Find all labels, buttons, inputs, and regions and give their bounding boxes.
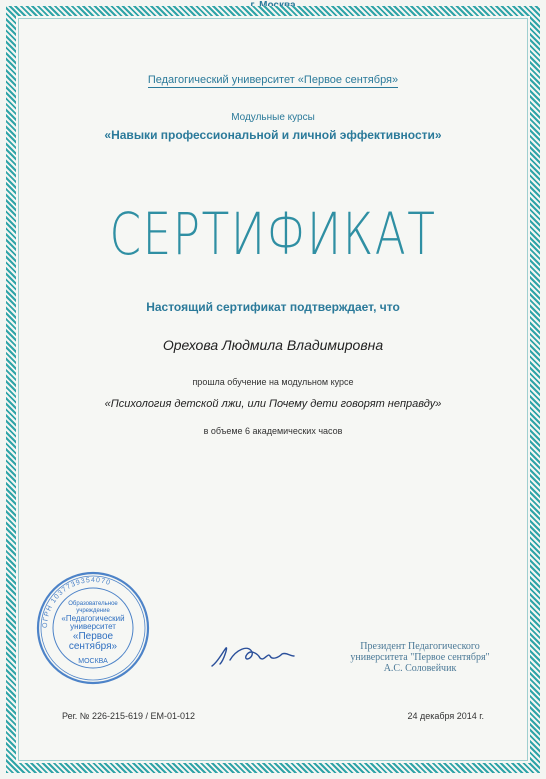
president-name: А.С. Соловейчик [383,663,457,674]
president-title-line-2: университета "Первое сентября" [350,652,490,663]
stamp-city: МОСКВА [78,658,108,665]
stamp-line-2: учреждение [76,608,110,614]
hours-text: в объеме 6 академических часов [203,426,343,436]
stamp-line-3: «Педагогический [61,614,125,623]
university-line-text: Педагогический университет «Первое сентября» [147,74,399,86]
certificate-title: СЕРТИФИКАТ [109,200,437,268]
course-name: «Психология детской лжи, или Почему дети говорят неправду» [104,398,442,410]
stamp-line-6: сентября» [68,641,118,652]
registration-number: Рег. № 226-215-619 / ЕМ-01-012 [62,711,196,721]
issue-date: 24 декабря 2014 г. [407,711,484,721]
university-line [0,74,546,86]
university-stamp-seal [36,571,150,685]
president-signature [208,638,298,672]
trained-text: прошла обучение на модульном курсе [192,377,354,387]
stamp-ring-text: ОГРН 1037739354070 [41,576,112,629]
stamp-line-5: «Первое [72,631,114,642]
confirmation-text: Настоящий сертификат подтверждает, что [146,300,400,314]
president-block [330,641,510,674]
stamp-line-1: Образовательное [68,601,118,607]
stamp-line-4: университет [70,622,116,631]
course-label: Модульные курсы [231,112,315,123]
person-name: Орехова Людмила Владимировна [162,337,384,353]
president-title-line-1: Президент Педагогического [360,641,480,652]
course-series-title: «Навыки профессиональной и личной эффективности» [104,128,442,142]
